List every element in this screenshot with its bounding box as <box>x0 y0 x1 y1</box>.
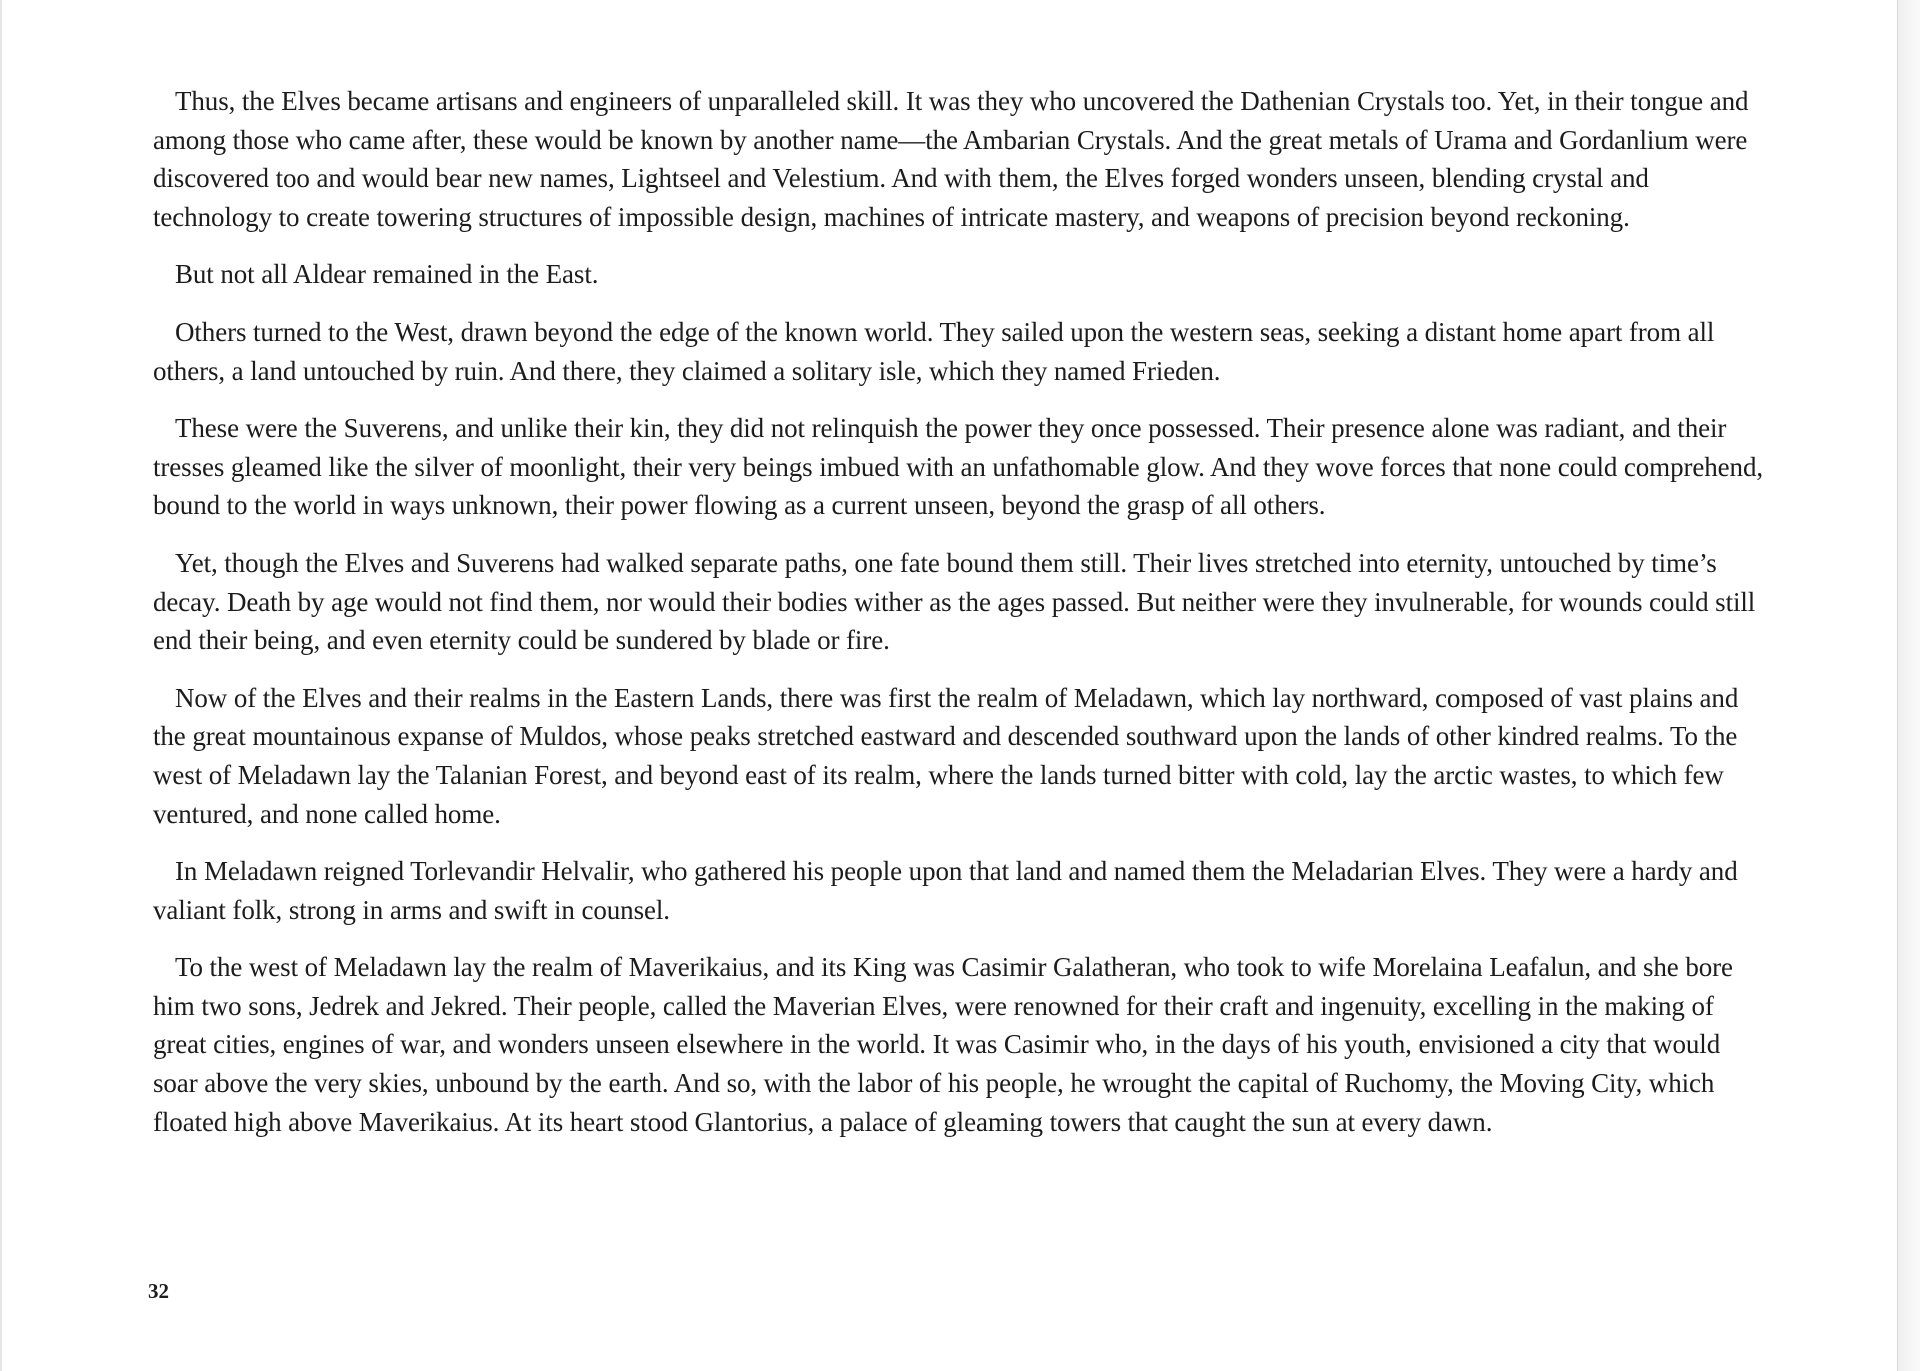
paragraph-6: Now of the Elves and their realms in the Eastern Lands, there was first the realm of Meladawn, which lay northward, composed of vast plains and the great mountainous expanse of Muldos, whose peaks stretched eastward and descended southward upon the lands of other kindred realms. To the west of Meladawn lay the Talanian Forest, and beyond east of its realm, where the lands turned bitter with cold, lay the arctic wastes, to which few ventured, and none called home. <box>153 682 1739 829</box>
paragraph-3: Others turned to the West, drawn beyond the edge of the known world. They sailed upon the western seas, seeking a distant home apart from all others, a land untouched by ruin. And there, they claimed a solitary isle, which they named Frieden. <box>153 316 1715 386</box>
paragraph-4: These were the Suverens, and unlike their kin, they did not relinquish the power they once possessed. Their presence alone was radiant, and their tresses gleamed like the silver of moonlight, their very beings imbued with an unfathomable glow. And they wove forces that none could comprehend, bound to the world in ways unknown, their power flowing as a current unseen, beyond the grasp of all others. <box>153 413 1763 521</box>
paragraph-1: Thus, the Elves became artisans and engineers of unparalleled skill. It was they who uncovered the Dathenian Crystals too. Yet, in their tongue and among those who came after, these would be known by another name—the Ambarian Crystals. And the great metals of Urama and Gordanlium were discovered too and would bear new names, Lightseel and Velestium. And with them, the Elves forged wonders unseen, blending crystal and technology to create towering structures of impossible design, machines of intricate mastery, and weapons of precision beyond reckoning. <box>153 86 1749 232</box>
paragraph-5: Yet, though the Elves and Suverens had walked separate paths, one fate bound them still. Their lives stretched into eternity, untouched by time’s decay. Death by age would not find them, nor would their bodies wither as the ages passed. But neither were they invulnerable, for wounds could still end their being, and even eternity could be sundered by blade or fire. <box>153 547 1756 656</box>
page-edge <box>1897 0 1920 1371</box>
paragraph-8: To the west of Meladawn lay the realm of Maverikaius, and its King was Casimir Galatheran, who took to wife Morelaina Leafalun, and she bore him two sons, Jedrek and Jekred. Their people, called the Maverian Elves, were renowned for their craft and ingenuity, excelling in the making of great cities, engines of war, and wonders unseen elsewhere in the world. It was Casimir who, in the days of his youth, envisioned a city that would soar above the very skies, unbound by the earth. And so, with the labor of his people, he wrought the capital of Ruchomy, the Moving City, which floated high above Maverikaius. At its heart stood Glantorius, a palace of gleaming towers that caught the sun at every dawn. <box>153 952 1733 1137</box>
page-number: 32 <box>148 1279 169 1303</box>
paragraph-7: In Meladawn reigned Torlevandir Helvalir, who gathered his people upon that land and named them the Meladarian Elves. They were a hardy and valiant folk, strong in arms and swift in counsel. <box>153 856 1738 925</box>
paragraph-2: But not all Aldear remained in the East. <box>175 259 599 290</box>
body-text <box>153 82 1763 1160</box>
